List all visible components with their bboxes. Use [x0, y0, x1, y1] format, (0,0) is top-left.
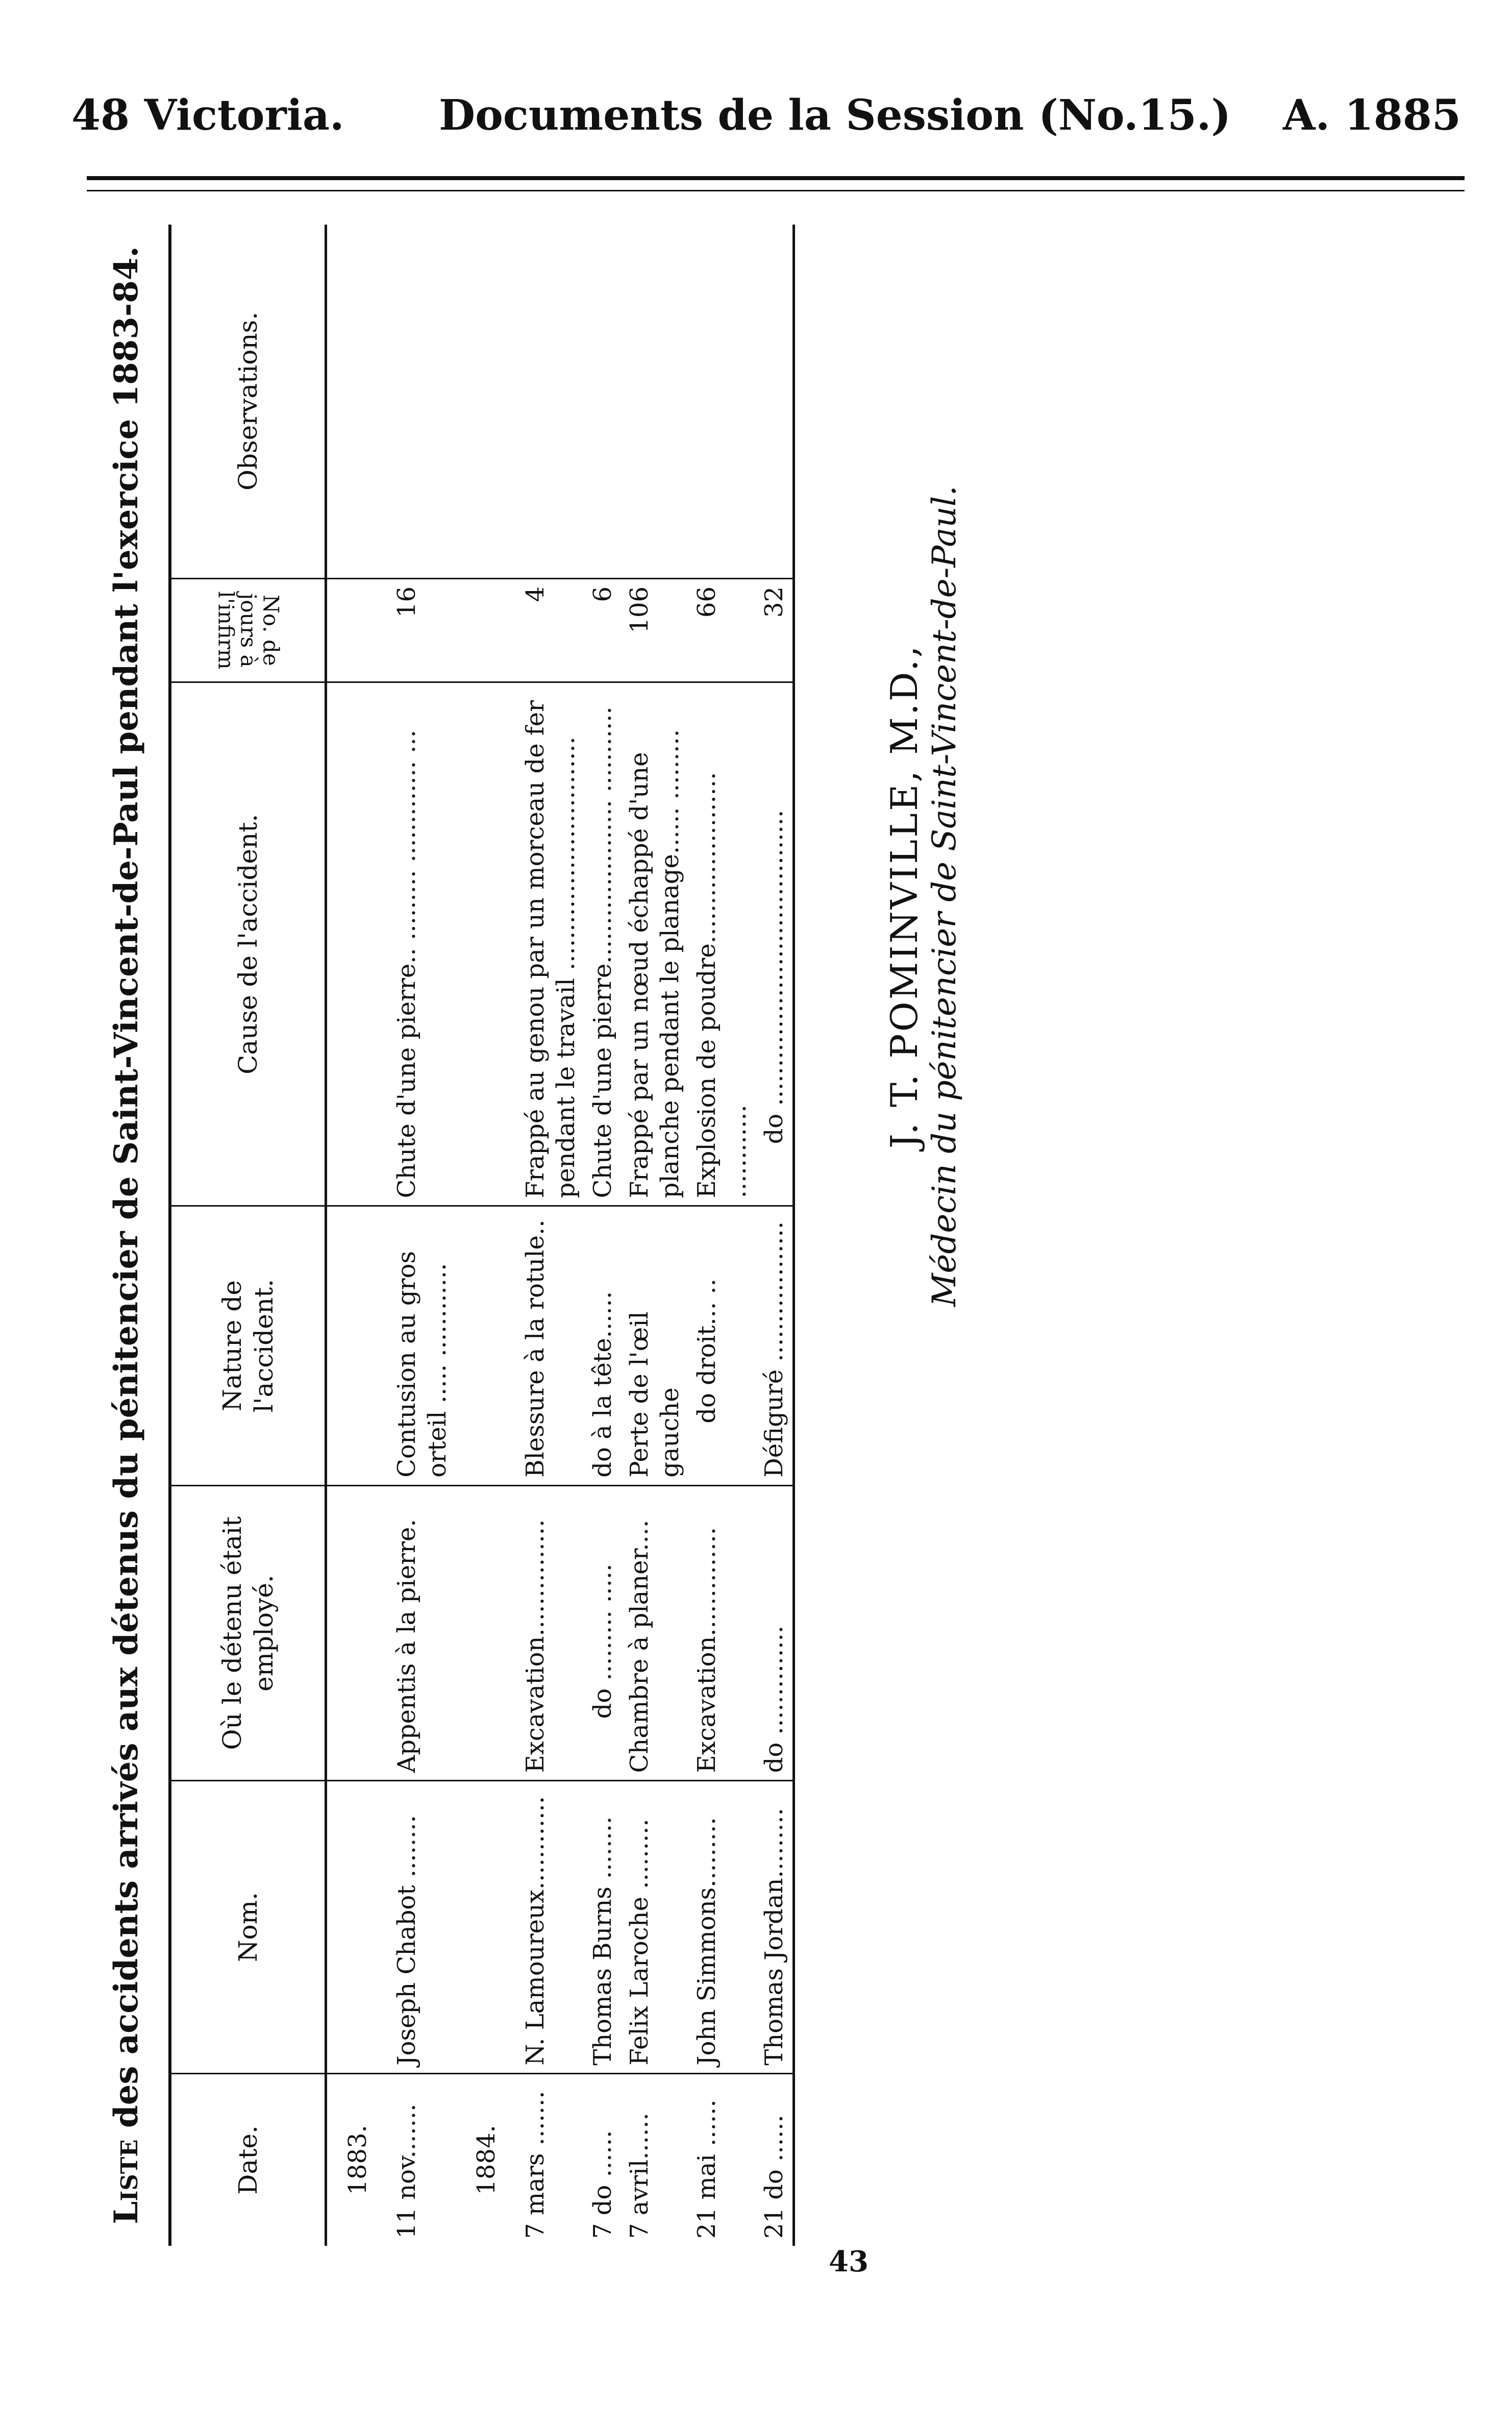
cell-nature: do droit... ..	[688, 1206, 756, 1485]
running-header	[0, 0, 1512, 163]
year-label: 1884.	[472, 2125, 501, 2195]
cell-place: do ......... .....	[584, 1485, 621, 1781]
header-rule-thin	[87, 190, 1465, 191]
cell-date: 7 do ......	[588, 2130, 617, 2239]
table-row	[688, 225, 756, 2246]
header-nature: Nature de l'accident.	[170, 1206, 326, 1485]
header-date: Date.	[170, 2073, 326, 2246]
signature-title: Médecin du pénitencier de Saint-Vincent-de-Paul.	[926, 485, 963, 1307]
table-row	[517, 225, 584, 2246]
table-row	[621, 225, 688, 2246]
cell-observations	[388, 225, 456, 578]
rotated-page-body	[107, 204, 1434, 2279]
table-title	[107, 214, 145, 2256]
cell-nature: Défiguré ..................	[756, 1206, 794, 1485]
cell-observations	[621, 225, 688, 578]
cell-cause: Chute d'une pierre..................... ...........	[584, 682, 621, 1206]
cell-observations	[688, 225, 756, 578]
cell-days: 106	[621, 578, 688, 682]
title-lead: Liste	[107, 2139, 145, 2224]
cell-date: 21 do ......	[756, 2073, 794, 2246]
year-label: 1883.	[343, 2125, 372, 2195]
table-header-row	[170, 225, 326, 2246]
cell-name: Joseph Chabot ........	[388, 1781, 456, 2073]
header-year: A. 1885	[1283, 91, 1461, 140]
cell-days: 4	[517, 578, 584, 682]
cell-date: 7 mars .......	[521, 2091, 550, 2239]
page-number: 43	[829, 2245, 869, 2279]
signature-block	[883, 485, 963, 1307]
cell-cause: Frappé par un nœud échappé d'une planche pendant le planage...... .........	[621, 682, 688, 1206]
header-session-volume: 48 Victoria.	[71, 91, 344, 140]
cell-place: Excavation...............	[517, 1485, 584, 1781]
signature-name: J. T. POMINVILLE, M.D.,	[883, 644, 926, 1149]
year-row	[326, 225, 389, 2246]
cell-cause: Chute d'une pierre.. ......... ............. ...	[388, 682, 456, 1206]
cell-date: 7 avril......	[625, 2113, 654, 2239]
cell-days: 6	[584, 578, 621, 682]
cell-name: John Simmons.........	[688, 1781, 756, 2073]
cell-days: 32	[756, 578, 794, 682]
cell-cause: do ......................................	[756, 682, 794, 1206]
cell-nature: Perte de l'œil gauche	[621, 1206, 688, 1485]
cell-date: 11 nov.......	[392, 2103, 421, 2239]
title-text: des accidents arrivés aux détenus du pénitencier de Saint-Vincent-de-Paul pendant l'exercice 1883-84.	[107, 246, 145, 2128]
cell-date: 21 mai ......	[692, 2099, 721, 2239]
table-row	[388, 225, 456, 2246]
header-days	[170, 578, 326, 682]
header-observations: Observations.	[170, 225, 326, 578]
cell-nature: Contusion au gros orteil ..... ............	[388, 1206, 456, 1485]
cell-observations	[584, 225, 621, 578]
cell-nature: Blessure à la rotule..	[517, 1206, 584, 1485]
header-place: Où le détenu était employé.	[170, 1485, 326, 1781]
header-days-label: No. de jours à l'infirm	[213, 591, 284, 670]
cell-place: Chambre à planer....	[621, 1485, 688, 1781]
cell-name: Thomas Burns ........	[584, 1781, 621, 2073]
table-row	[756, 225, 794, 2246]
cell-cause: Explosion de poudre...................... ............	[688, 682, 756, 1206]
cell-days: 66	[688, 578, 756, 682]
cell-nature: do à la tête......	[584, 1206, 621, 1485]
cell-name: Thomas Jordan.........	[756, 1781, 794, 2073]
header-name: Nom.	[170, 1781, 326, 2073]
cell-place: Excavation..............	[688, 1485, 756, 1781]
accident-table	[168, 225, 795, 2246]
cell-name: N. Lamoureux............	[517, 1781, 584, 2073]
table-row	[584, 225, 621, 2246]
cell-place: do ..............	[756, 1485, 794, 1781]
cell-observations	[517, 225, 584, 578]
header-cause: Cause de l'accident.	[170, 682, 326, 1206]
cell-name: Felix Laroche .........	[621, 1781, 688, 2073]
cell-place: Appentis à la pierre.	[388, 1485, 456, 1781]
cell-cause: Frappé au genou par un morceau de fer pendant le travail ..............................	[517, 682, 584, 1206]
header-rule-thick	[87, 176, 1465, 180]
year-row	[456, 225, 517, 2246]
header-document-title: Documents de la Session (No.15.)	[439, 91, 1231, 140]
cell-days: 16	[388, 578, 456, 682]
cell-observations	[756, 225, 794, 578]
